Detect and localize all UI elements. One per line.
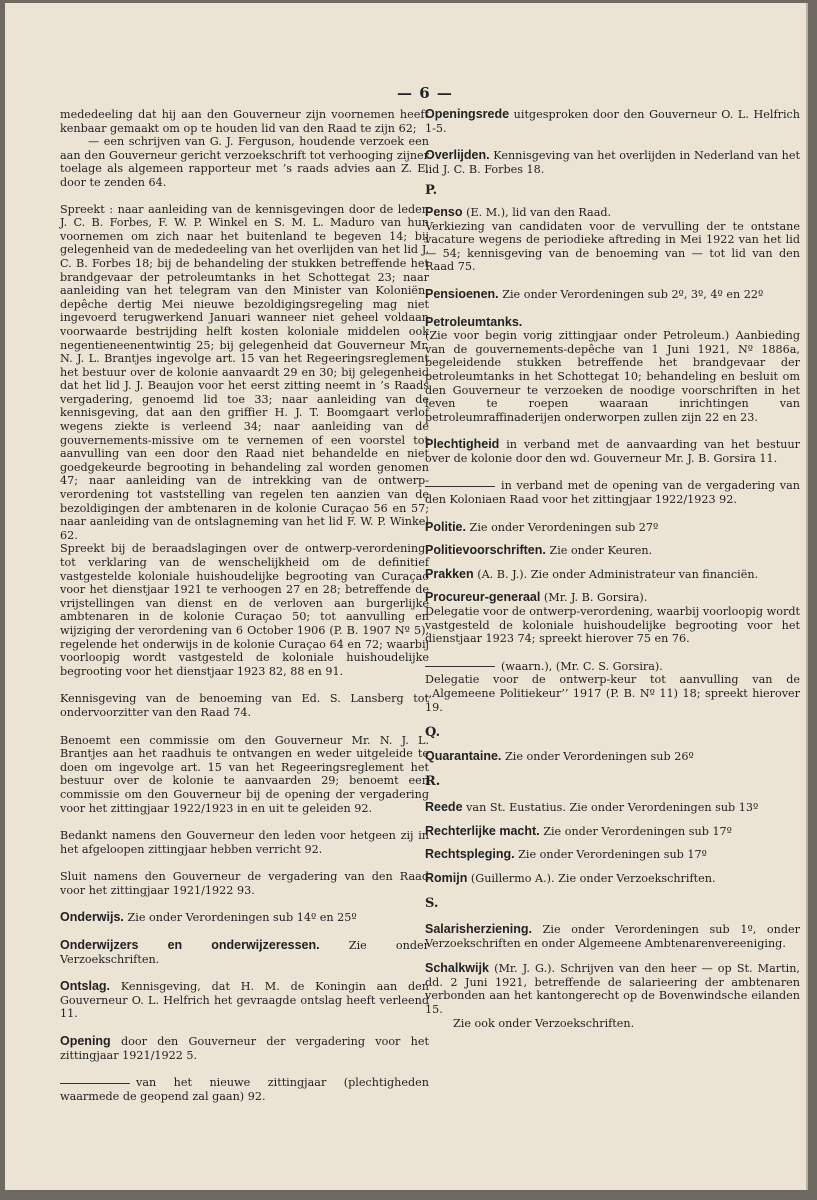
entry-text: door den Gouverneur der vergadering voor het zittingjaar 1921/1922 5. — [60, 1035, 430, 1062]
index-entry — [425, 568, 800, 582]
entry-text: uitgesproken door den Gouverneur O. L. Helfrich 1-5. — [425, 108, 800, 135]
entry-keyword: Procureur-generaal — [425, 590, 541, 605]
index-entry — [60, 203, 429, 543]
index-entry — [425, 108, 800, 135]
section-letter: P. — [425, 183, 438, 199]
entry-keyword: Ontslag. — [60, 979, 111, 994]
index-entry — [425, 521, 800, 535]
index-entry — [425, 438, 800, 465]
entry-keyword: Openingsrede — [425, 107, 510, 121]
section-letter: Q. — [425, 725, 441, 741]
entry-keyword: Romijn — [425, 870, 468, 885]
index-entry — [60, 108, 429, 135]
index-entry — [425, 316, 800, 330]
page-number: — 6 — — [397, 84, 453, 102]
entry-text: in verband met de opening van de vergadering van den Koloniaen Raad voor het zittingjaar 1922/1923 92. — [425, 479, 800, 507]
index-entry — [60, 939, 429, 966]
entry-text: Benoemt een commissie om den Gouverneur Mr. N. J. L. Brantjes aan het raadhuis te ontvangen en weder uitgeleide te doen om ingevolge art. 15 van het Regeeringsreglement het bestuur over de kolonie te aanvaarden 29; benoemt een commissie om den Gouverneur bij de opening der vergadering voor het zittingjaar 1922/1923 in en uit te geleiden 92. — [60, 733, 429, 815]
entry-keyword: Politievoorschriften. — [425, 543, 546, 558]
left-column — [60, 108, 429, 1103]
index-entry — [60, 734, 429, 816]
index-entry — [425, 848, 800, 862]
entry-text: mededeeling dat hij aan den Gouverneur zijn voornemen heeft kenbaar gemaakt om op te houden lid van den Raad te zijn 62; — [60, 108, 429, 135]
entry-text: Kennisgeving van het overlijden in Nederland van het lid J. C. B. Forbes 18. — [425, 149, 800, 176]
index-entry — [425, 825, 800, 839]
index-entry — [425, 801, 800, 815]
index-entry — [425, 329, 800, 424]
entry-text: van St. Eustatius. Zie onder Verordeningen sub 13º — [466, 800, 759, 814]
index-entry — [60, 692, 429, 719]
index-entry — [60, 135, 429, 189]
index-entry — [425, 673, 800, 714]
entry-text: Zie onder Verzoekschriften. — [60, 939, 430, 966]
entry-text: Zie onder Verordeningen sub 17º — [543, 824, 732, 838]
index-entry — [425, 479, 800, 506]
entry-text: (Mr. J. B. Gorsira). — [543, 591, 648, 605]
entry-text: Verkiezing van candidaten voor de vervulling der te ontstane vacature wegens de periodieke aftreding in Mei 1922 van het lid — 54; kennisgeving van de benoeming van — tot lid van den Raad 75. — [425, 219, 800, 274]
index-entry — [425, 750, 800, 764]
entry-text: (E. M.), lid van den Raad. — [466, 205, 612, 219]
repeat-rule — [425, 666, 495, 667]
index-entry — [425, 591, 800, 605]
section-letter: S. — [425, 896, 439, 912]
section-letter: R. — [425, 774, 441, 790]
entry-keyword: Plechtigheid — [425, 437, 500, 452]
entry-text: Bedankt namens den Gouverneur den leden voor hetgeen zij in het afgeloopen zittingjaar hebben verricht 92. — [60, 829, 429, 856]
right-column — [425, 108, 800, 1030]
index-entry — [425, 544, 800, 558]
entry-text: (waarn.), (Mr. C. S. Gorsira). — [501, 659, 663, 673]
entry-keyword: Pensioenen. — [425, 286, 499, 301]
entry-text: (A. B. J.). Zie onder Administrateur van financiën. — [477, 567, 759, 581]
entry-text: Zie onder Verordeningen sub 1º, onder Verzoekschriften en onder Algemeene Ambtenarenvereeniging. — [425, 922, 800, 950]
index-entry — [60, 980, 429, 1021]
entry-text: Kennisgeving, dat H. M. de Koningin aan den Gouverneur O. L. Helfrich het gevraagde ontslag heeft verleend 11. — [60, 980, 429, 1021]
index-entry — [60, 911, 429, 925]
entry-keyword: Onderwijs. — [60, 910, 124, 925]
entry-keyword: Politie. — [425, 519, 466, 534]
entry-text: Spreekt : naar aanleiding van de kennisgevingen door de leden J. C. B. Forbes, F. W. P. Winkel en S. M. L. Maduro van hun voornemen om zich naar het buitenland te begeven 14; bij gelegenheid van de mededeeling van het overlijden van het lid J. C. B. Forbes 18; bij de behandeling der stukken betreffende het brandgevaar der petroleumtanks in het Schottegat 23; naar aanleiding van het telegram van den Minister van Koloniën: depêche dertig Mei nieuwe bezoldigingsregeling mag niet ingevoerd terugwerkend Januari wanneer niet geheel voldaan voorwaarde bestrijding helft kosten koloniale middelen ook negentieneenentwintig 25; bij gelegenheid dat Gouverneur Mr. N. J. L. Brantjes ingevolge art. 15 van het Regeeringsreglement het bestuur over de kolonie aanvaardt 29 en 30; bij gelegenheid dat het lid J. J. Beaujon voor het eerst zitting neemt in ’s Raads vergadering, genoemd lid toe 33; naar aanleiding van de kennisgeving, dat aan den griffier H. J. T. Boomgaart verlof wegens ziekte is verleend 34; naar aanleiding van de gouvernements-missive om te vernemen of een voorstel tot aanvulling van een door den Raad niet behandelde en niet goedgekeurde begrooting in behandeling zal worden genomen 47; naar aanleiding van de intrekking van de ontwerp-verordening tot vaststelling van regelen ten aanzien van de bezoldigingen der ambtenaren in de kolonie Curaçao 56 en 57; naar aanleiding van de ontslagneming van het lid F. W. P. Winkel 62. — [60, 202, 429, 542]
entry-keyword: Overlijden. — [425, 148, 490, 163]
entry-keyword: Reede — [425, 799, 463, 814]
index-entry — [60, 829, 429, 856]
entry-text: (Zie voor begin vorig zittingjaar onder Petroleum.) Aanbieding van de gouvernements-depêche van 1 Juni 1921, Nº 1886a, begeleidende stukken betreffende het brandgevaar der petroleumtanks in het Schottegat 10; behandeling en besluit om den Gouverneur te verzoeken de noodige voorschriften in het leven te roepen waaraan inrichtingen van petroleumraffinaderijen onderworpen zullen zijn 22 en 23. — [425, 329, 800, 424]
index-entry — [425, 605, 800, 646]
entry-text: Zie onder Verordeningen sub 26º — [504, 749, 694, 763]
entry-keyword: Penso — [425, 204, 463, 219]
entry-keyword: Schalkwijk — [425, 961, 489, 976]
index-entry — [425, 872, 800, 886]
index-entry — [425, 660, 800, 674]
entry-text: in verband met de aanvaarding van het bestuur over de kolonie door den wd. Gouverneur Mr. J. B. Gorsira 11. — [425, 438, 801, 465]
entry-text: Delegatie voor de ontwerp-keur tot aanvulling van de ,,Algemeene Politiekeur’’ 1917 (P. B. Nº 11) 18; spreekt hierover 19. — [425, 673, 800, 714]
entry-text: van het nieuwe zittingjaar (plechtigheden waarmede de geopend zal gaan) 92. — [60, 1076, 429, 1103]
document-page — [5, 3, 808, 1190]
index-entry — [425, 1017, 800, 1031]
entry-keyword: Quarantaine. — [425, 748, 502, 763]
entry-text: Sluit namens den Gouverneur de vergadering van den Raad voor het zittingjaar 1921/1922 93. — [60, 870, 429, 897]
entry-text: — een schrijven van G. J. Ferguson, houdende verzoek een aan den Gouverneur gericht verzoekschrift tot verhooging zijner toelage als algemeen rapporteur met ’s raads advies aan Z. E. door te zenden 64. — [60, 135, 429, 189]
repeat-rule — [425, 486, 495, 487]
index-entry — [425, 149, 800, 176]
entry-text: (Guillermo A.). Zie onder Verzoekschriften. — [470, 871, 716, 885]
entry-text: Zie ook onder Verzoekschriften. — [453, 1016, 635, 1030]
index-entry — [60, 870, 429, 897]
index-entry — [60, 1076, 429, 1103]
entry-text: Zie onder Verordeningen sub 14º en 25º — [127, 911, 357, 925]
entry-keyword: Rechterlijke macht. — [425, 823, 540, 838]
index-entry — [425, 220, 800, 274]
entry-keyword: Salarisherziening. — [425, 921, 532, 936]
entry-text: Zie onder Verordeningen sub 17º — [518, 848, 707, 862]
index-entry — [425, 962, 800, 1016]
entry-keyword: Prakken — [425, 566, 474, 581]
entry-text: (Mr. J. G.). Schrijven van den heer — op St. Martin, dd. 2 Juni 1921, betreffende de salarieering der ambtenaren verbonden aan het kantongerecht op de Bovenwindsche eilanden 15. — [425, 962, 800, 1016]
entry-text: Delegatie voor de ontwerp-verordening, waarbij voorloopig wordt vastgesteld de koloniale huishoudelijke begrooting voor het dienstjaar 1923 74; spreekt hierover 75 en 76. — [425, 605, 800, 646]
entry-text: Zie onder Keuren. — [549, 544, 653, 558]
index-entry — [425, 923, 800, 950]
entry-keyword: Onderwijzers en onderwijzeressen. — [60, 938, 320, 953]
entry-text: Kennisgeving van de benoeming van Ed. S. Lansberg tot ondervoorzitter van den Raad 74. — [60, 692, 429, 719]
index-entry — [60, 1035, 429, 1062]
entry-keyword: Opening — [60, 1034, 111, 1049]
entry-keyword: Petroleumtanks. — [425, 314, 523, 329]
repeat-rule — [60, 1083, 130, 1084]
entry-keyword: Rechtspleging. — [425, 847, 515, 862]
index-entry — [425, 206, 800, 220]
index-entry — [60, 542, 429, 678]
entry-text: Spreekt bij de beraadslagingen over de ontwerp-verordening: tot verklaring van de wenschelijkheid om de definitief vastgestelde koloniale huishoudelijke begrooting van Curaçao voor het dienstjaar 1921 te verhoogen 27 en 28; betreffende de vrijstellingen van dienst en de verloven aan burgerlijke ambtenaren in de kolonie Curaçao 50; tot aanvulling en wijziging der verordening van 6 October 1906 (P. B. 1907 Nº 5), regelende het onderwijs in de kolonie Curaçao 64 en 72; waarbij voorloopig wordt vastgesteld de koloniale huishoudelijke begrooting voor het dienstjaar 1923 82, 88 en 91. — [60, 542, 429, 678]
index-entry — [425, 288, 800, 302]
entry-text: Zie onder Verordeningen sub 27º — [469, 520, 659, 534]
entry-text: Zie onder Verordeningen sub 2º, 3º, 4º en 22º — [502, 287, 764, 301]
